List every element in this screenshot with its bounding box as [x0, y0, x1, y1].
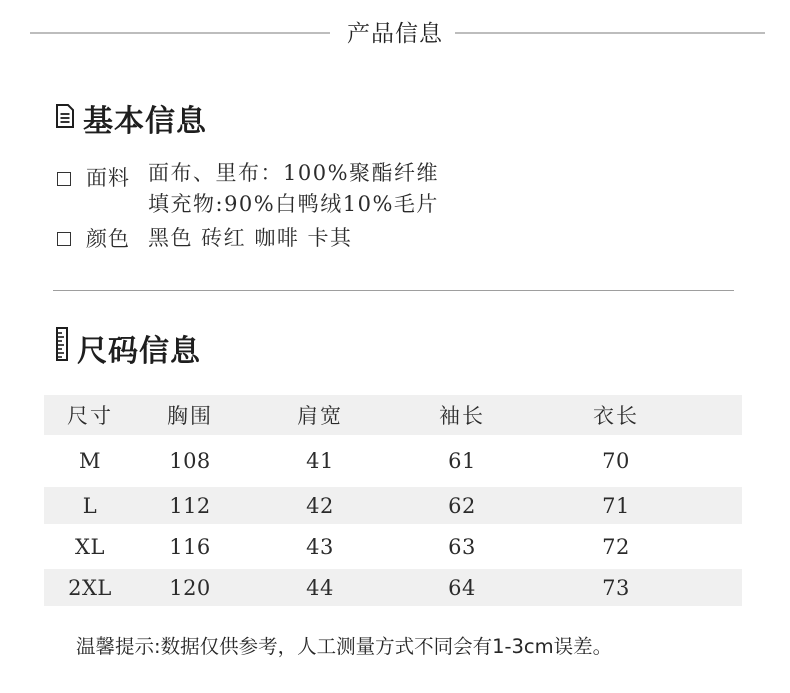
header-line-left — [30, 32, 330, 34]
size-table — [44, 395, 742, 606]
basic-info-heading — [55, 96, 207, 140]
fabric-label: 面料 — [86, 166, 130, 190]
document-icon — [55, 101, 75, 136]
cell-chest: 112 — [169, 493, 211, 518]
size-info-title: 尺码信息 — [77, 334, 201, 369]
cell-length: 72 — [602, 534, 630, 559]
color-checkbox-icon — [57, 232, 71, 246]
table-header-row — [44, 395, 742, 435]
cell-size: 2XL — [68, 575, 112, 600]
cell-sleeve: 61 — [448, 449, 476, 473]
cell-size: L — [82, 493, 98, 518]
color-label: 颜色 — [86, 227, 130, 251]
measurement-note: 温馨提示:数据仅供参考，人工测量方式不同会有1-3cm误差。 — [76, 635, 613, 658]
basic-info-title: 基本信息 — [83, 104, 207, 139]
cell-sleeve: 62 — [448, 493, 476, 518]
cell-chest: 108 — [169, 449, 211, 473]
table-row — [44, 524, 742, 569]
color-row — [57, 223, 353, 254]
fabric-row — [57, 158, 439, 220]
section-divider — [53, 290, 734, 291]
cell-sleeve: 64 — [448, 575, 476, 600]
header-line-right — [455, 32, 765, 34]
column-header-length: 衣长 — [593, 404, 639, 428]
cell-length: 73 — [602, 575, 630, 600]
cell-shoulder: 41 — [306, 449, 334, 473]
page-title: 产品信息 — [347, 21, 443, 47]
size-info-heading — [55, 326, 201, 370]
cell-size: M — [78, 449, 101, 473]
ruler-icon — [55, 327, 69, 369]
table-row — [44, 569, 742, 606]
cell-length: 71 — [602, 493, 630, 518]
column-header-sleeve: 袖长 — [439, 404, 485, 428]
fabric-values — [148, 158, 439, 220]
fabric-line-2: 填充物:90%白鸭绒10%毛片 — [148, 192, 439, 216]
cell-sleeve: 63 — [448, 534, 476, 559]
cell-chest: 120 — [169, 575, 211, 600]
fabric-checkbox-icon — [57, 172, 71, 186]
column-header-chest: 胸围 — [167, 404, 213, 428]
cell-chest: 116 — [169, 534, 211, 559]
column-header-size: 尺寸 — [67, 404, 113, 428]
table-row — [44, 487, 742, 524]
cell-length: 70 — [602, 449, 630, 473]
color-values: 黑色 砖红 咖啡 卡其 — [148, 226, 353, 250]
cell-shoulder: 42 — [306, 493, 334, 518]
cell-shoulder: 43 — [306, 534, 334, 559]
fabric-line-1: 面布、里布：100%聚酯纤维 — [148, 161, 440, 185]
page-header — [0, 0, 790, 60]
cell-size: XL — [75, 534, 105, 559]
cell-shoulder: 44 — [306, 575, 334, 600]
table-row — [44, 435, 742, 487]
column-header-shoulder: 肩宽 — [297, 404, 343, 428]
